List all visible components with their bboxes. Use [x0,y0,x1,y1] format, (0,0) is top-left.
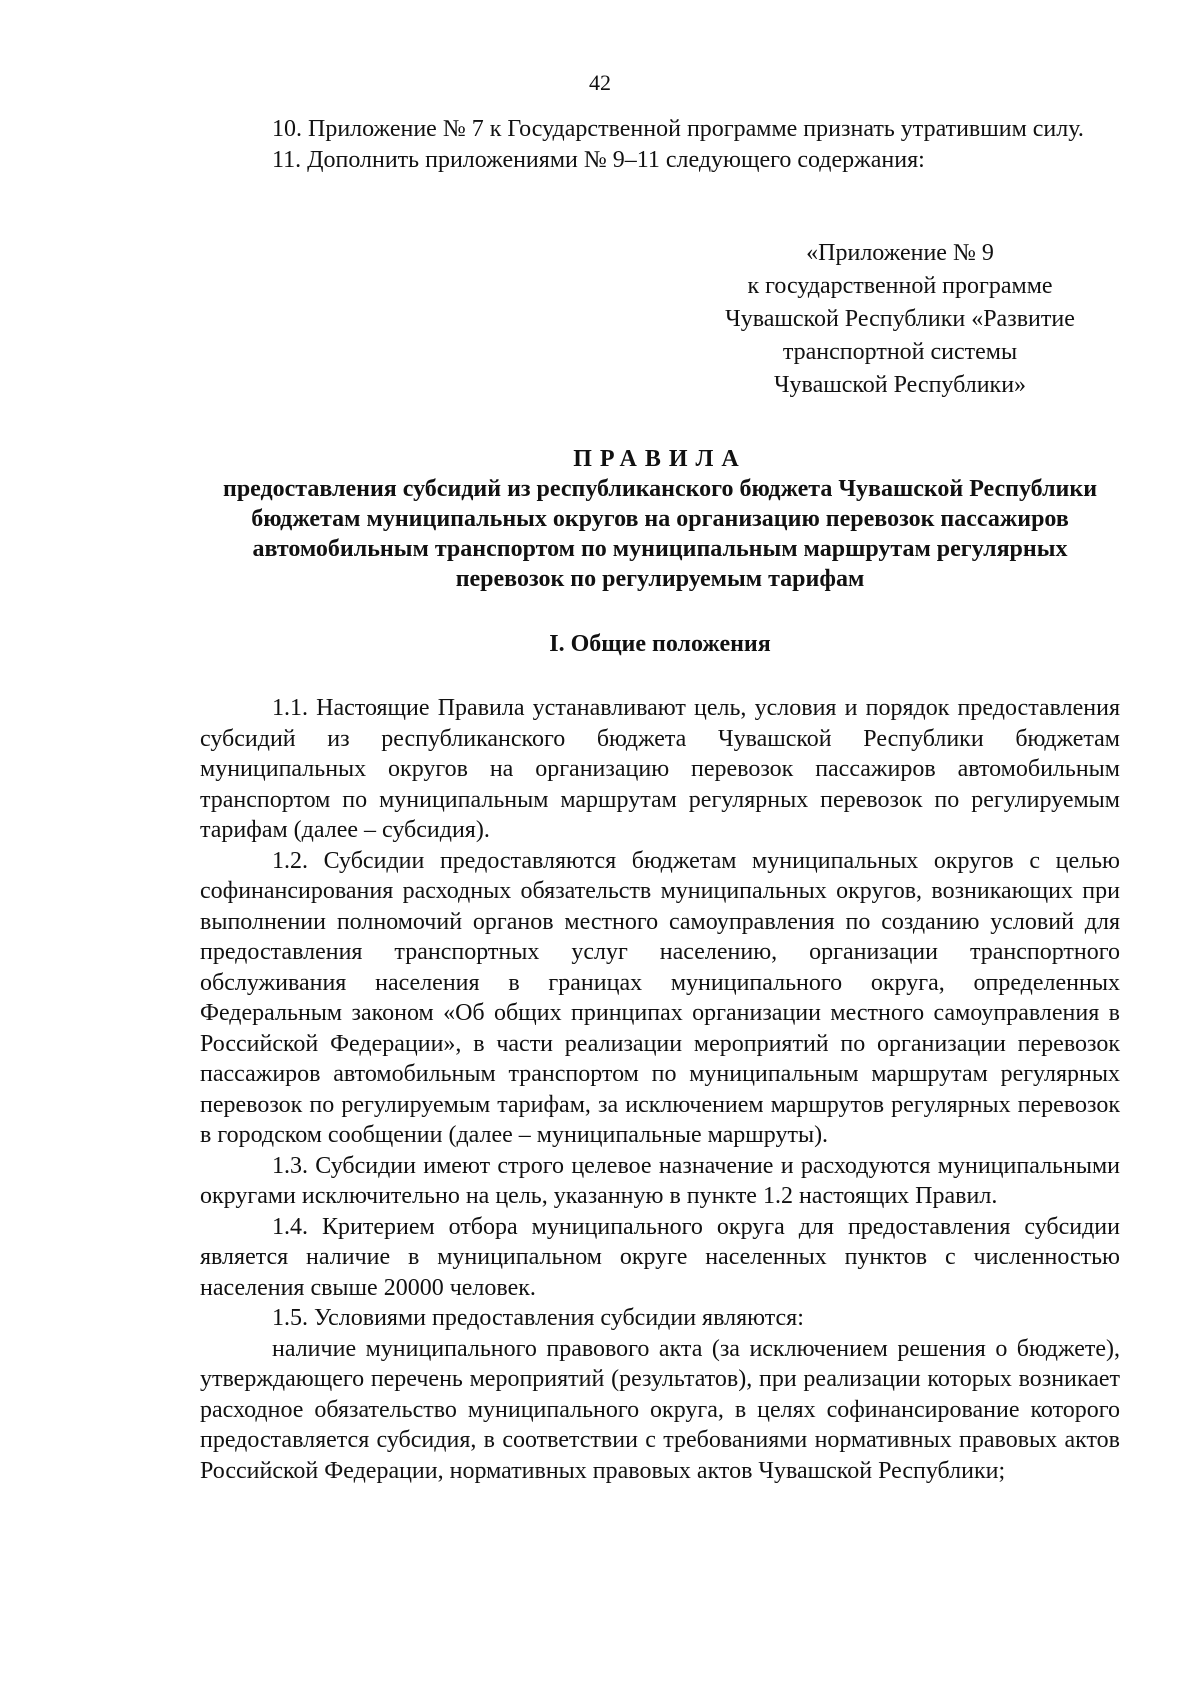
document-title [200,444,1120,594]
intro-paragraph-11: 11. Дополнить приложениями № 9–11 следующего содержания: [272,146,925,173]
appendix-header-line: к государственной программе [747,273,1053,299]
paragraph-condition: наличие муниципального правового акта (за исключением решения о бюджете), утверждающего перечень мероприятий (результатов), при реализации которых возникает расходное обязательство муниципального округа, в целях софинансирование которого предоставляется субсидия, в соответствии с требованиями нормативных правовых актов Российской Федерации, нормативных правовых актов Чувашской Республики; [200,1335,1120,1484]
paragraph-1-5: 1.5. Условиями предоставления субсидии являются: [272,1305,804,1331]
appendix-header-line: Чувашской Республики» [773,372,1027,398]
title-main: ПРАВИЛА [573,446,747,472]
paragraph-1-4: 1.4. Критерием отбора муниципального округа для предоставления субсидии является наличие в муниципальном округе населенных пунктов с численностью населения свыше 20000 человек. [200,1213,1120,1301]
body-section [200,693,1120,1486]
intro-paragraph-10: 10. Приложение № 7 к Государственной программе признать утратившим силу. [272,116,1084,142]
appendix-header-line: транспортной системы [782,339,1018,365]
appendix-header-line: «Приложение № 9 [806,240,994,266]
paragraph-1-2: 1.2. Субсидии предоставляются бюджетам муниципальных округов с целью софинансирования расходных обязательств муниципальных округов, возникающих при выполнении полномочий органов местного самоуправления по созданию условий для предоставления транспортных услуг населению, организации транспортного обслуживания населения в границах муниципального округа, определенных Федеральным законом «Об общих принципах организации местного самоуправления в Российской Федерации», в части реализации мероприятий по организации перевозок пассажиров автомобильным транспортом по муниципальным маршрутам регулярных перевозок по регулируемым тарифам, за исключением маршрутов регулярных перевозок в городском сообщении (далее – муниципальные маршруты). [200,847,1120,1148]
appendix-header-line: Чувашской Республики «Развитие [725,306,1075,332]
page-number: 42 [589,70,611,95]
intro-section [200,114,1120,175]
section-heading: I. Общие положения [549,631,771,657]
paragraph-1-1: 1.1. Настоящие Правила устанавливают цель, условия и порядок предоставления субсидий из республиканского бюджета Чувашской Республики бюджетам муниципальных округов на организацию перевозок пассажиров автомобильным транспортом по муниципальным маршрутам регулярных перевозок по регулируемым тарифам (далее – субсидия). [200,695,1120,843]
title-subtitle: предоставления субсидий из республиканского бюджета Чувашской Республики бюджетам муниципальных округов на организацию перевозок пассажиров автомобильным транспортом по муниципальным маршрутам регулярных перевозок по регулируемым тарифам [222,476,1098,592]
paragraph-1-3: 1.3. Субсидии имеют строго целевое назначение и расходуются муниципальными округами исключительно на цель, указанную в пункте 1.2 настоящих Правил. [200,1152,1120,1209]
appendix-header [700,237,1100,402]
